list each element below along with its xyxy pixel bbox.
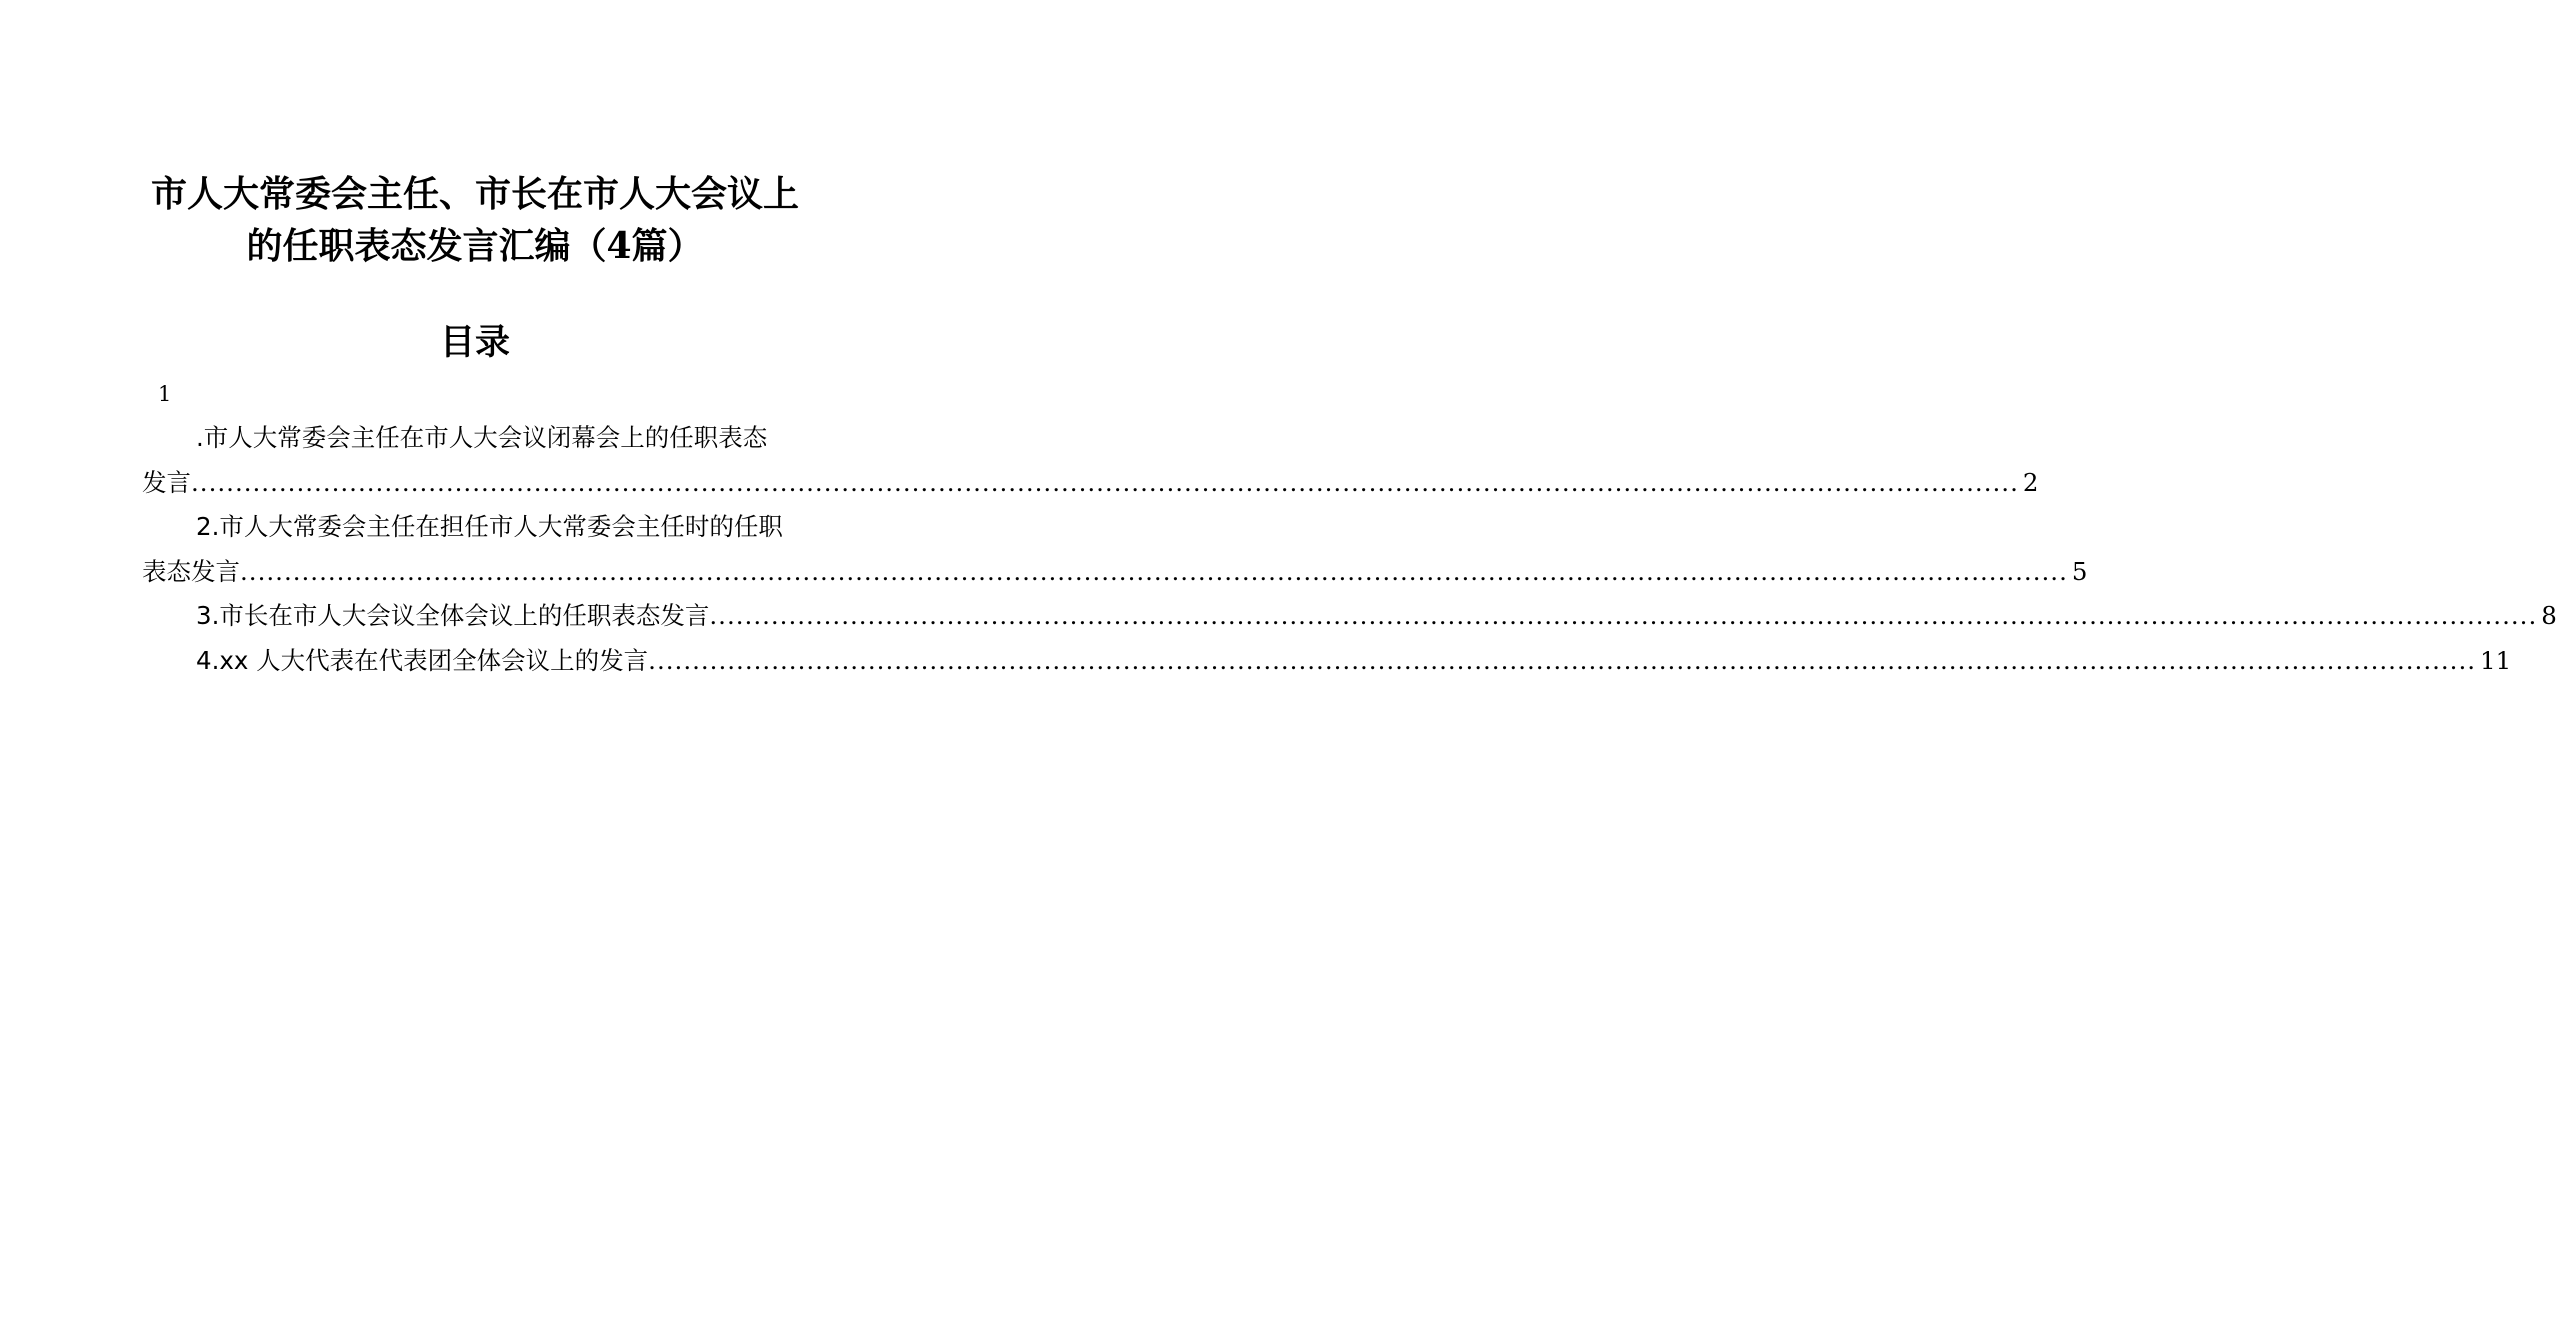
- document-title-line-1: 市人大常委会主任、市长在市人大会议上: [150, 173, 799, 215]
- toc-entry-1-title[interactable]: .市人大常委会主任在市人大会议闭幕会上的任职表态: [196, 423, 768, 452]
- toc-entry-1-number: 1: [158, 382, 172, 406]
- toc-entry-3-page: 8: [2541, 601, 2557, 630]
- toc-entry-2-continuation[interactable]: [142, 550, 2088, 594]
- toc-entry-2-title-end: 表态发言: [142, 557, 240, 586]
- toc-entry-2-page: 5: [2071, 557, 2088, 586]
- toc-entry-4-page: 11: [2480, 646, 2512, 675]
- toc-entry-3[interactable]: [142, 594, 2557, 638]
- toc-leader-dots: ................................................................................................................................................................................................................: [709, 601, 2538, 630]
- toc-leader-dots: ................................................................................................................................................................................................................: [648, 646, 2477, 675]
- toc-entry-4[interactable]: [142, 639, 2512, 683]
- toc-leader-dots: ................................................................................................................................................................................................................: [240, 557, 2068, 586]
- toc-entry-4-title: 4.xx 人大代表在代表团全体会议上的发言: [196, 646, 649, 675]
- toc-entry-3-title: 3.市长在市人大会议全体会议上的任职表态发言: [196, 601, 710, 630]
- toc-leader-dots: ................................................................................................................................................................................................................: [191, 468, 2019, 497]
- toc-entry-1-page: 2: [2022, 468, 2039, 497]
- toc-entry-2-title[interactable]: 2.市人大常委会主任在担任市人大常委会主任时的任职: [196, 512, 783, 541]
- toc-entry-1-continuation[interactable]: [142, 461, 2039, 505]
- toc-heading: 目录: [439, 322, 510, 363]
- toc-entry-1-title-end: 发言: [142, 468, 191, 497]
- document-title-line-2: 的任职表态发言汇编（4篇）: [246, 225, 704, 267]
